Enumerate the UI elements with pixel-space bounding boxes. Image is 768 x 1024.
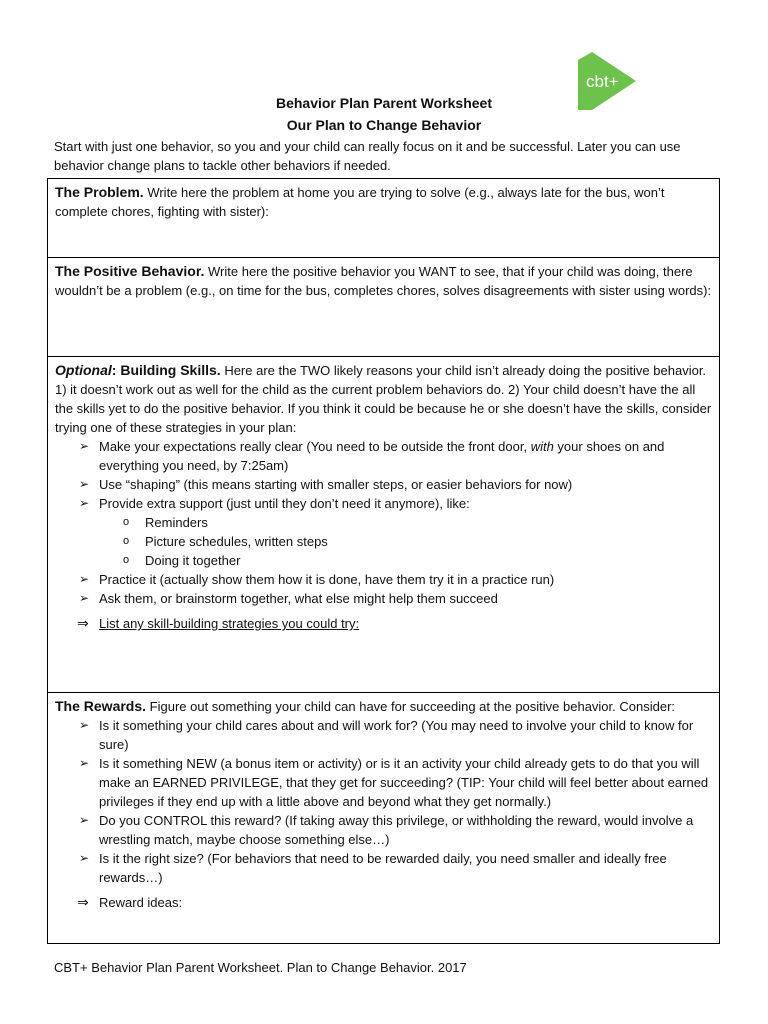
building-skills-section[interactable] — [47, 356, 720, 693]
skills-item-text-end: your shoes on and everything you need, by 7:25am) — [99, 439, 665, 473]
support-item-text: Reminders — [145, 515, 208, 530]
logo-text: cbt+ — [586, 72, 619, 91]
footer-text: CBT+ Behavior Plan Parent Worksheet. Plan to Change Behavior. 2017 — [54, 960, 467, 975]
arrow-bullet-icon: ➢ — [79, 496, 90, 510]
rewards-item-text: Is it something NEW (a bonus item or activity) or is it an activity your child already gets to do that you will make an EARNED PRIVILEGE, that they get for succeeding? (TIP: Your child will feel better about earned privileges if they end up with a little above and beyond what they get normally.) — [99, 756, 709, 809]
arrow-bullet-icon: ➢ — [79, 813, 90, 827]
circle-bullet-icon: o — [123, 516, 130, 528]
skills-paragraph — [55, 361, 712, 437]
circle-bullet-icon: o — [123, 554, 130, 566]
right-arrow-icon: ⇒ — [77, 615, 89, 631]
rewards-prompt-text: Reward ideas: — [99, 895, 183, 910]
arrow-bullet-icon: ➢ — [79, 572, 90, 586]
rewards-item-text: Is it something your child cares about and will work for? (You may need to involve your child to know for sure) — [99, 718, 694, 752]
problem-paragraph — [55, 183, 712, 221]
rewards-text: Figure out something your child can have for succeeding at the positive behavior. Consider: — [149, 699, 676, 714]
skills-list-continued — [55, 570, 712, 608]
positive-paragraph — [55, 262, 712, 300]
rewards-item — [55, 811, 712, 849]
support-sublist — [55, 513, 712, 570]
page-subtitle: Our Plan to Change Behavior — [286, 117, 482, 133]
rewards-item-text: Do you CONTROL this reward? (If taking away this privilege, or withholding the reward, would involve a wrestling match, maybe choose something else…) — [99, 813, 694, 847]
arrow-bullet-icon: ➢ — [79, 439, 90, 453]
skills-item-text: Use “shaping” (this means starting with smaller steps, or easier behaviors for now) — [99, 477, 573, 492]
problem-section[interactable] — [47, 178, 720, 258]
circle-bullet-icon: o — [123, 535, 130, 547]
positive-heading: The Positive Behavior. — [55, 263, 205, 279]
skills-item-text: Ask them, or brainstorm together, what else might help them succeed — [99, 591, 498, 606]
support-item — [55, 513, 712, 532]
arrow-bullet-icon: ➢ — [79, 851, 90, 865]
skills-item — [55, 589, 712, 608]
page-title: Behavior Plan Parent Worksheet — [275, 95, 493, 111]
rewards-paragraph — [55, 697, 712, 716]
skills-item-text: Make your expectations really clear (You need to be outside the front door, — [99, 439, 531, 454]
support-item-text: Picture schedules, written steps — [145, 534, 328, 549]
arrow-bullet-icon: ➢ — [79, 756, 90, 770]
rewards-item — [55, 754, 712, 811]
skills-item-text: Practice it (actually show them how it is done, have them try it in a practice run) — [99, 572, 555, 587]
positive-text: Write here the positive behavior you WANT to see, that if your child was doing, there wouldn’t be a problem (e.g., on time for the bus, completes chores, solves disagreements with sister using words): — [55, 264, 712, 298]
positive-behavior-section[interactable] — [47, 257, 720, 357]
rewards-prompt — [55, 893, 712, 912]
rewards-list — [55, 716, 712, 887]
rewards-item-text: Is it the right size? (For behaviors that need to be rewarded daily, you need smaller and ideally free rewards…) — [99, 851, 667, 885]
rewards-heading: The Rewards. — [55, 698, 147, 714]
skills-item — [55, 475, 712, 494]
skills-item-text: Provide extra support (just until they don’t need it anymore), like: — [99, 496, 470, 511]
support-item-text: Doing it together — [145, 553, 241, 568]
right-arrow-icon: ⇒ — [77, 894, 89, 910]
rewards-item — [55, 716, 712, 754]
skills-item — [55, 437, 712, 475]
support-item — [55, 551, 712, 570]
rewards-item — [55, 849, 712, 887]
arrow-bullet-icon: ➢ — [79, 591, 90, 605]
support-item — [55, 532, 712, 551]
arrow-bullet-icon: ➢ — [79, 477, 90, 491]
intro-text: Start with just one behavior, so you and your child can really focus on it and be successful. Later you can use behavior change plans to tackle other behaviors if needed. — [54, 139, 681, 173]
skills-item — [55, 570, 712, 589]
skills-optional-label: Optional — [55, 362, 112, 378]
problem-heading: The Problem. — [55, 184, 144, 200]
skills-text: Here are the TWO likely reasons your child isn’t already doing the positive behavior. 1) it doesn’t work out as well for the child as the current problem behaviors do. 2) Your child doesn’t have the all the skills yet to do the positive behavior. If you think it could be because he or she doesn’t have the skills, consider trying one of these strategies in your plan: — [55, 363, 712, 435]
skills-item — [55, 494, 712, 513]
skills-item-emphasis: with — [530, 439, 554, 454]
arrow-bullet-icon: ➢ — [79, 718, 90, 732]
rewards-section[interactable] — [47, 692, 720, 944]
skills-prompt — [55, 614, 712, 633]
skills-heading: : Building Skills. — [111, 362, 221, 378]
skills-list — [55, 437, 712, 513]
skills-prompt-text: List any skill-building strategies you could try: — [99, 616, 360, 631]
problem-text: Write here the problem at home you are trying to solve (e.g., always late for the bus, won’t complete chores, fighting with sister): — [55, 185, 665, 219]
